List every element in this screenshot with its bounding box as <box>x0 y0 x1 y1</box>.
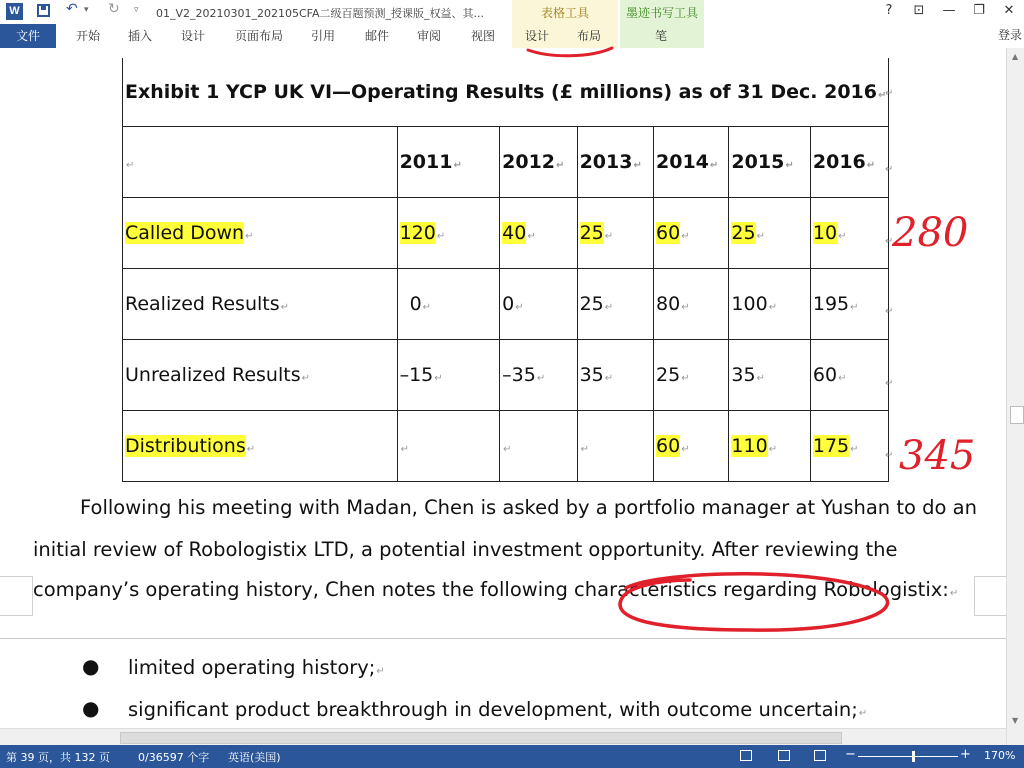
zoom-slider[interactable] <box>858 756 958 757</box>
table-row-unrealized <box>123 340 889 411</box>
customize-toolbar-icon[interactable]: ▿ <box>134 5 139 15</box>
bullet-marker: ● <box>82 696 100 720</box>
ink-annotation-280 <box>888 198 972 258</box>
header-year: 2012↵ <box>500 127 577 198</box>
row-label: Distributions↵ <box>123 411 398 482</box>
web-layout-icon[interactable] <box>814 750 826 761</box>
table-cell: 120↵ <box>397 198 500 269</box>
help-button[interactable]: ? <box>885 3 893 18</box>
tab-design[interactable]: 设计 <box>180 29 205 43</box>
page-count[interactable]: 第 39 页，共 132 页 <box>6 751 110 764</box>
ink-tools-label: 墨迹书写工具 <box>625 6 698 20</box>
table-tools-label: 表格工具 <box>540 6 589 20</box>
tab-page-layout[interactable]: 页面布局 <box>234 29 283 43</box>
tab-view[interactable]: 视图 <box>470 29 495 43</box>
table-cell: 60↵ <box>810 340 889 411</box>
row-end-mark: ↵ <box>885 306 894 317</box>
scroll-down-icon[interactable]: ▼ <box>1012 716 1019 725</box>
table-cell: –35↵ <box>500 340 577 411</box>
table-cell: 25↵ <box>729 198 810 269</box>
zoom-level[interactable]: 170% <box>984 749 1016 762</box>
scroll-up-icon[interactable]: ▲ <box>1012 52 1019 61</box>
word-count[interactable]: 0/36597 个字 <box>138 751 210 764</box>
document-canvas[interactable] <box>0 48 1006 745</box>
ink-stroke-top <box>520 44 620 58</box>
read-mode-icon[interactable] <box>740 750 752 761</box>
header-empty-cell: ↵ <box>123 127 398 198</box>
table-cell: 100↵ <box>729 269 810 340</box>
language-indicator[interactable]: 英语(美国) <box>228 751 281 764</box>
header-year: 2013↵ <box>577 127 653 198</box>
tab-table-layout[interactable]: 布局 <box>576 29 601 43</box>
page-break-line <box>0 638 1006 639</box>
status-bar <box>0 745 1024 768</box>
row-label: Called Down↵ <box>123 198 398 269</box>
row-end-mark: ↵ <box>885 378 894 389</box>
window-controls <box>874 0 1024 24</box>
table-cell: 60↵ <box>654 198 729 269</box>
table-cell: ↵ <box>577 411 653 482</box>
table-cell: 10↵ <box>810 198 889 269</box>
table-cell: 35↵ <box>577 340 653 411</box>
table-row-realized <box>123 269 889 340</box>
tab-insert[interactable]: 插入 <box>127 29 152 43</box>
document-title: 01_V2_20210301_202105CFA二级百题预测_授课版_权益、其... <box>156 7 485 20</box>
table-cell: 0↵ <box>397 269 500 340</box>
table-cell: 0↵ <box>500 269 577 340</box>
list-item: limited operating history;↵ <box>128 656 385 679</box>
row-label: Realized Results↵ <box>123 269 398 340</box>
table-cell: 25↵ <box>654 340 729 411</box>
ink-annotation-345 <box>895 423 979 483</box>
table-cell: 40↵ <box>500 198 577 269</box>
print-layout-icon[interactable] <box>778 750 790 761</box>
table-cell: 195↵ <box>810 269 889 340</box>
tab-references[interactable]: 引用 <box>310 29 335 43</box>
save-icon[interactable] <box>37 4 50 17</box>
tab-file[interactable]: 文件 <box>0 24 56 48</box>
table-cell: 35↵ <box>729 340 810 411</box>
maximize-button[interactable]: ❐ <box>973 3 985 18</box>
redo-icon[interactable]: ↻ <box>108 1 120 17</box>
exhibit-title-cell: Exhibit 1 YCP UK VI—Operating Results (£ millions) as of 31 Dec. 2016↵ <box>123 58 889 127</box>
header-year: 2011↵ <box>397 127 500 198</box>
paragraph-line: company’s operating history, Chen notes the following characteristics regarding Robologistix:↵ <box>33 578 959 601</box>
minimize-button[interactable]: — <box>942 3 956 18</box>
table-cell: 25↵ <box>577 198 653 269</box>
paragraph-line: Following his meeting with Madan, Chen is asked by a portfolio manager at Yushan to do an <box>80 496 977 519</box>
header-year: 2014↵ <box>654 127 729 198</box>
table-cell: 60↵ <box>654 411 729 482</box>
vertical-scrollbar[interactable] <box>1006 48 1024 745</box>
zoom-in-button[interactable]: + <box>960 747 971 762</box>
word-app-icon[interactable]: W <box>6 3 23 20</box>
paragraph-line: initial review of Robologistix LTD, a potential investment opportunity. After reviewing the <box>33 538 898 561</box>
close-button[interactable]: ✕ <box>1003 3 1015 18</box>
tab-table-design[interactable]: 设计 <box>524 29 549 43</box>
exhibit-title: Exhibit 1 YCP UK VI—Operating Results (£ millions) as of 31 Dec. 2016 <box>125 81 877 103</box>
header-year: 2016↵ <box>810 127 889 198</box>
table-cell: 175↵ <box>810 411 889 482</box>
ink-total-distributions: 345 <box>899 433 976 479</box>
table-cell: 110↵ <box>729 411 810 482</box>
page-corner-right <box>974 576 1006 616</box>
table-cell: 80↵ <box>654 269 729 340</box>
ink-circle-annotation <box>600 568 910 638</box>
table-row-distributions <box>123 411 889 482</box>
row-label: Unrealized Results↵ <box>123 340 398 411</box>
table-cell: –15↵ <box>397 340 500 411</box>
zoom-out-button[interactable]: − <box>845 747 856 762</box>
table-cell: ↵ <box>500 411 577 482</box>
tab-review[interactable]: 审阅 <box>416 29 441 43</box>
ink-total-called-down: 280 <box>892 210 969 256</box>
scroll-thumb[interactable] <box>1010 406 1024 424</box>
header-year: 2015↵ <box>729 127 810 198</box>
row-end-mark: ↵ <box>885 88 894 99</box>
tab-home[interactable]: 开始 <box>75 29 100 43</box>
undo-icon[interactable]: ↶ <box>66 1 78 17</box>
sign-in-link[interactable]: 登录 <box>997 28 1022 42</box>
table-cell: 25↵ <box>577 269 653 340</box>
tab-mailings[interactable]: 邮件 <box>364 29 389 43</box>
row-end-mark: ↵ <box>885 236 894 247</box>
list-item: significant product breakthrough in development, with outcome uncertain;↵ <box>128 698 868 721</box>
ribbon-display-button[interactable]: ⊡ <box>913 3 925 18</box>
exhibit-table <box>122 58 889 482</box>
table-row-called-down <box>123 198 889 269</box>
row-end-mark: ↵ <box>885 450 894 461</box>
hscroll-thumb[interactable] <box>120 732 842 744</box>
page-corner-left <box>0 576 33 616</box>
row-end-mark: ↵ <box>885 164 894 175</box>
undo-dropdown-icon[interactable]: ▾ <box>84 5 89 15</box>
horizontal-scrollbar[interactable] <box>0 728 1006 746</box>
table-header-row <box>123 127 889 198</box>
bullet-marker: ● <box>82 654 100 678</box>
zoom-slider-knob[interactable] <box>912 751 915 762</box>
table-cell: ↵ <box>397 411 500 482</box>
tab-pen[interactable]: 笔 <box>654 29 667 43</box>
